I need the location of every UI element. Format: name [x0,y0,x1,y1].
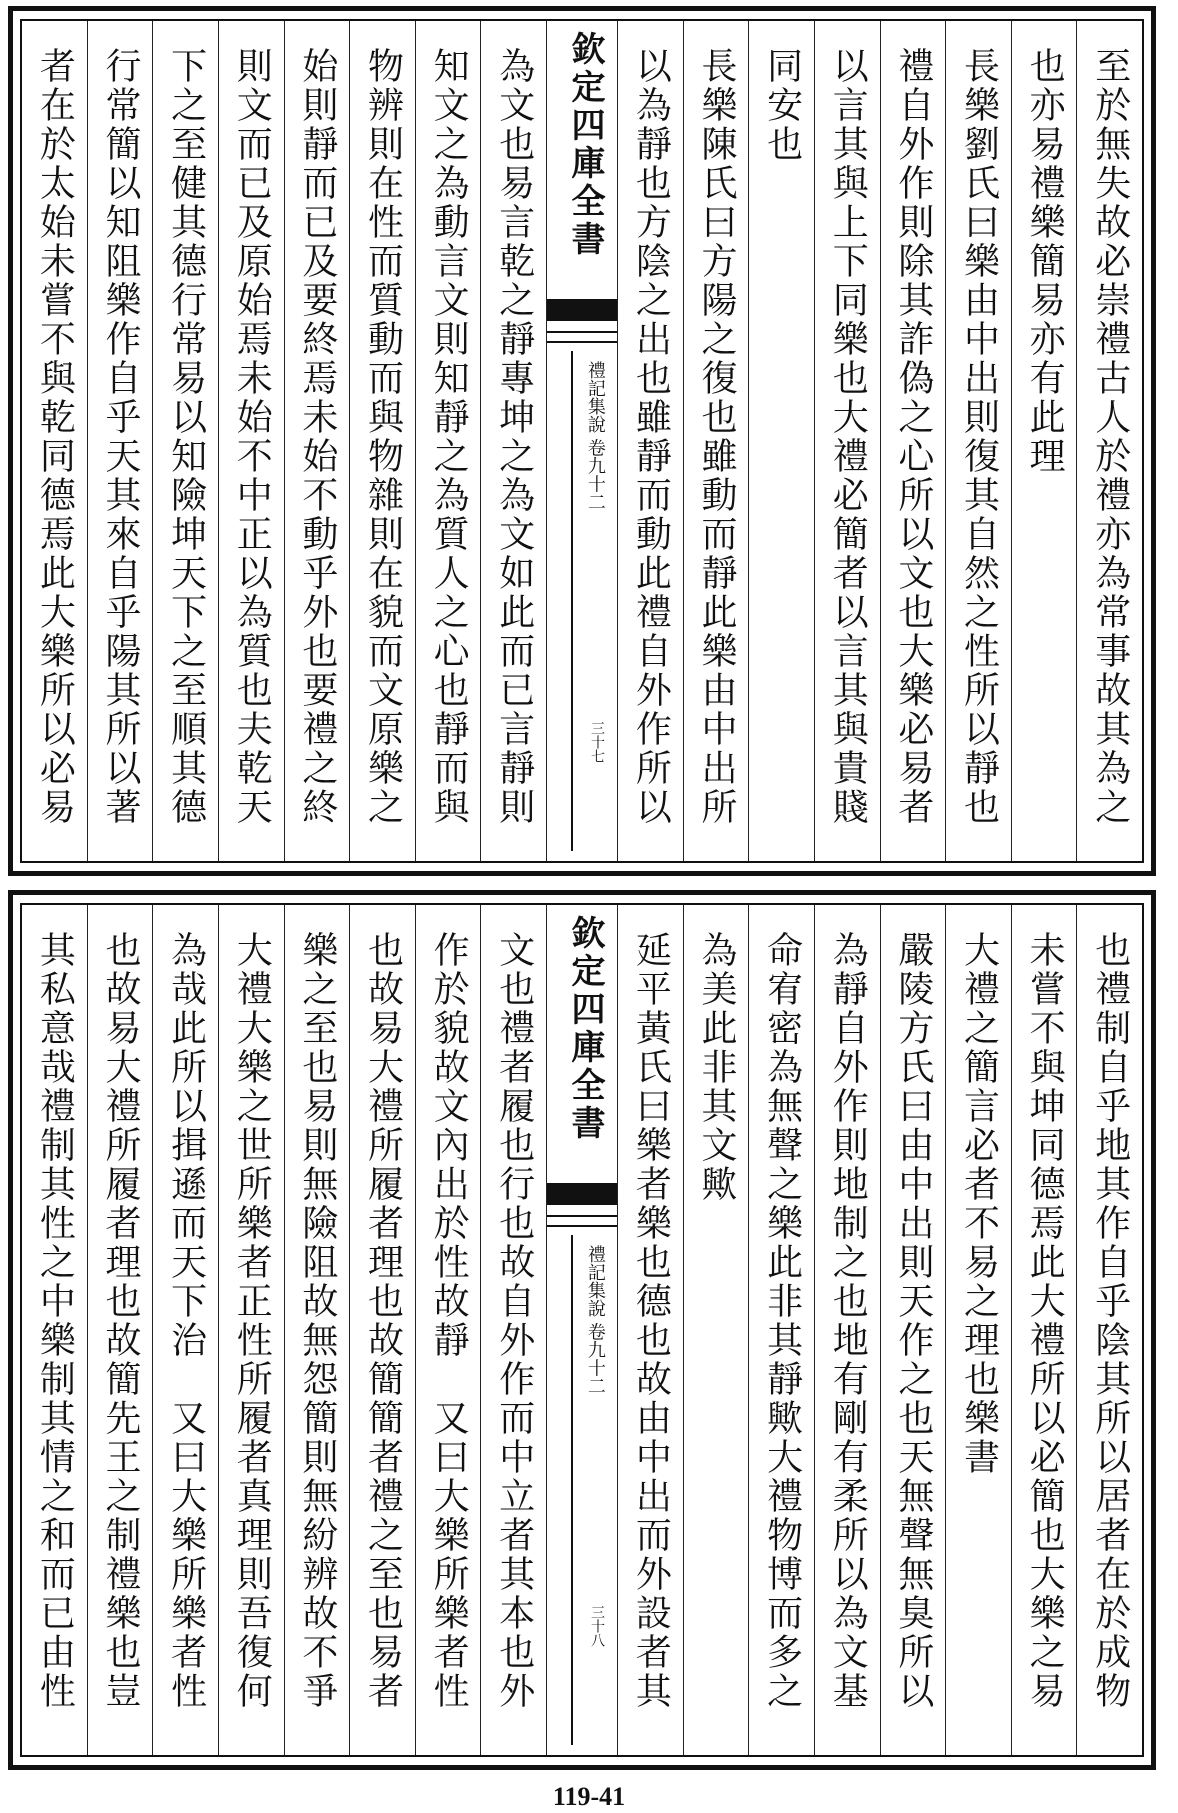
text-column [683,905,749,1755]
column-text: 者在於太始未嘗不與乾同德焉此大樂所以必易 [34,47,76,827]
text-column [415,905,481,1755]
text-column [349,905,415,1755]
column-text: 同安也 [761,47,803,164]
fish-tail-lines [547,331,617,343]
text-column [480,21,546,861]
top-page-frame [20,19,1144,863]
volume-label: 禮記集說 卷九十二 [584,1245,606,1395]
column-text: 也禮制自乎地其作自乎陰其所以居者在於成物 [1089,931,1131,1711]
column-text: 也亦易禮樂簡易亦有此理 [1024,47,1066,476]
column-text: 命宥密為無聲之樂此非其靜歟大禮物博而多之 [761,931,803,1711]
column-text: 始則靜而已及要終焉未始不動乎外也要禮之終 [296,47,338,827]
book-title: 欽定四庫全書 [565,31,605,259]
text-column [22,905,87,1755]
center-fold [546,21,617,861]
top-page [8,6,1156,876]
column-text: 其私意哉禮制其性之中樂制其情之和而已由性 [34,931,76,1711]
fish-tail-mark [547,299,617,321]
text-column [814,21,880,861]
text-column [880,905,946,1755]
text-column [748,21,814,861]
bottom-page-frame [20,903,1144,1757]
leaf-number: 三十七 [589,721,605,763]
text-column [218,21,284,861]
text-column [218,905,284,1755]
column-text: 知文之為動言文則知靜之為質人之心也靜而與 [428,47,470,827]
column-text: 以為靜也方陰之出也雖靜而動此禮自外作所以 [630,47,672,827]
text-column [284,905,350,1755]
text-column [349,21,415,861]
text-column [87,21,153,861]
text-column [1011,21,1077,861]
text-column [945,21,1011,861]
text-column [617,905,683,1755]
column-text: 行常簡以知阻樂作自乎天其來自乎陽其所以著 [99,47,141,827]
volume-label: 禮記集說 卷九十二 [584,361,606,511]
column-text: 文也禮者履也行也故自外作而中立者其本也外 [493,931,535,1711]
column-text: 長樂劉氏曰樂由中出則復其自然之性所以靜也 [958,47,1000,827]
leaf-number: 三十八 [589,1605,605,1647]
bottom-page [8,890,1156,1770]
column-text: 為哉此所以揖遜而天下治 又曰大樂所樂者性 [165,931,207,1711]
text-column [1011,905,1077,1755]
text-column [87,905,153,1755]
column-text: 則文而已及原始焉未始不中正以為質也夫乾天 [231,47,273,827]
column-text: 為靜自外作則地制之也地有剛有柔所以為文基 [827,931,869,1711]
fish-tail-lines [547,1215,617,1227]
center-rule [571,351,573,851]
column-text: 樂之至也易則無險阻故無怨簡則無紛辨故不爭 [296,931,338,1711]
text-column [1076,21,1142,861]
text-column [814,905,880,1755]
book-title: 欽定四庫全書 [565,915,605,1143]
column-text: 嚴陵方氏曰由中出則天作之也天無聲無臭所以 [892,931,934,1711]
text-column [22,21,87,861]
text-column [152,905,218,1755]
center-fold [546,905,617,1755]
column-text: 長樂陳氏曰方陽之復也雖動而靜此樂由中出所 [695,47,737,827]
column-text: 禮自外作則除其詐偽之心所以文也大樂必易者 [892,47,934,827]
text-column [945,905,1011,1755]
text-column [480,905,546,1755]
column-text: 延平黃氏曰樂者樂也德也故由中出而外設者其 [630,931,672,1711]
column-text: 至於無失故必崇禮古人於禮亦為常事故其為之 [1089,47,1131,827]
column-text: 也故易大禮所履者理也故簡先王之制禮樂也豈 [99,931,141,1711]
column-text: 物辨則在性而質動而與物雜則在貌而文原樂之 [362,47,404,827]
column-text: 也故易大禮所履者理也故簡簡者禮之至也易者 [362,931,404,1711]
column-text: 為文也易言乾之靜專坤之為文如此而已言靜則 [493,47,535,827]
column-text: 作於貌故文內出於性故靜 又曰大樂所樂者性 [428,931,470,1711]
column-text: 大禮之簡言必者不易之理也樂書 [958,931,1000,1477]
center-rule [571,1235,573,1745]
column-text: 下之至健其德行常易以知險坤天下之至順其德 [165,47,207,827]
text-column [284,21,350,861]
text-column [152,21,218,861]
text-column [683,21,749,861]
text-column [415,21,481,861]
column-text: 大禮大樂之世所樂者正性所履者真理則吾復何 [231,931,273,1711]
text-column [617,21,683,861]
column-text: 未嘗不與坤同德焉此大禮所以必簡也大樂之易 [1024,931,1066,1711]
text-column [880,21,946,861]
column-text: 以言其與上下同樂也大禮必簡者以言其與貴賤 [827,47,869,827]
page-footer-number: 119-41 [552,1782,626,1811]
text-column [748,905,814,1755]
text-column [1076,905,1142,1755]
column-text: 為美此非其文歟 [695,931,737,1204]
fish-tail-mark [547,1183,617,1205]
